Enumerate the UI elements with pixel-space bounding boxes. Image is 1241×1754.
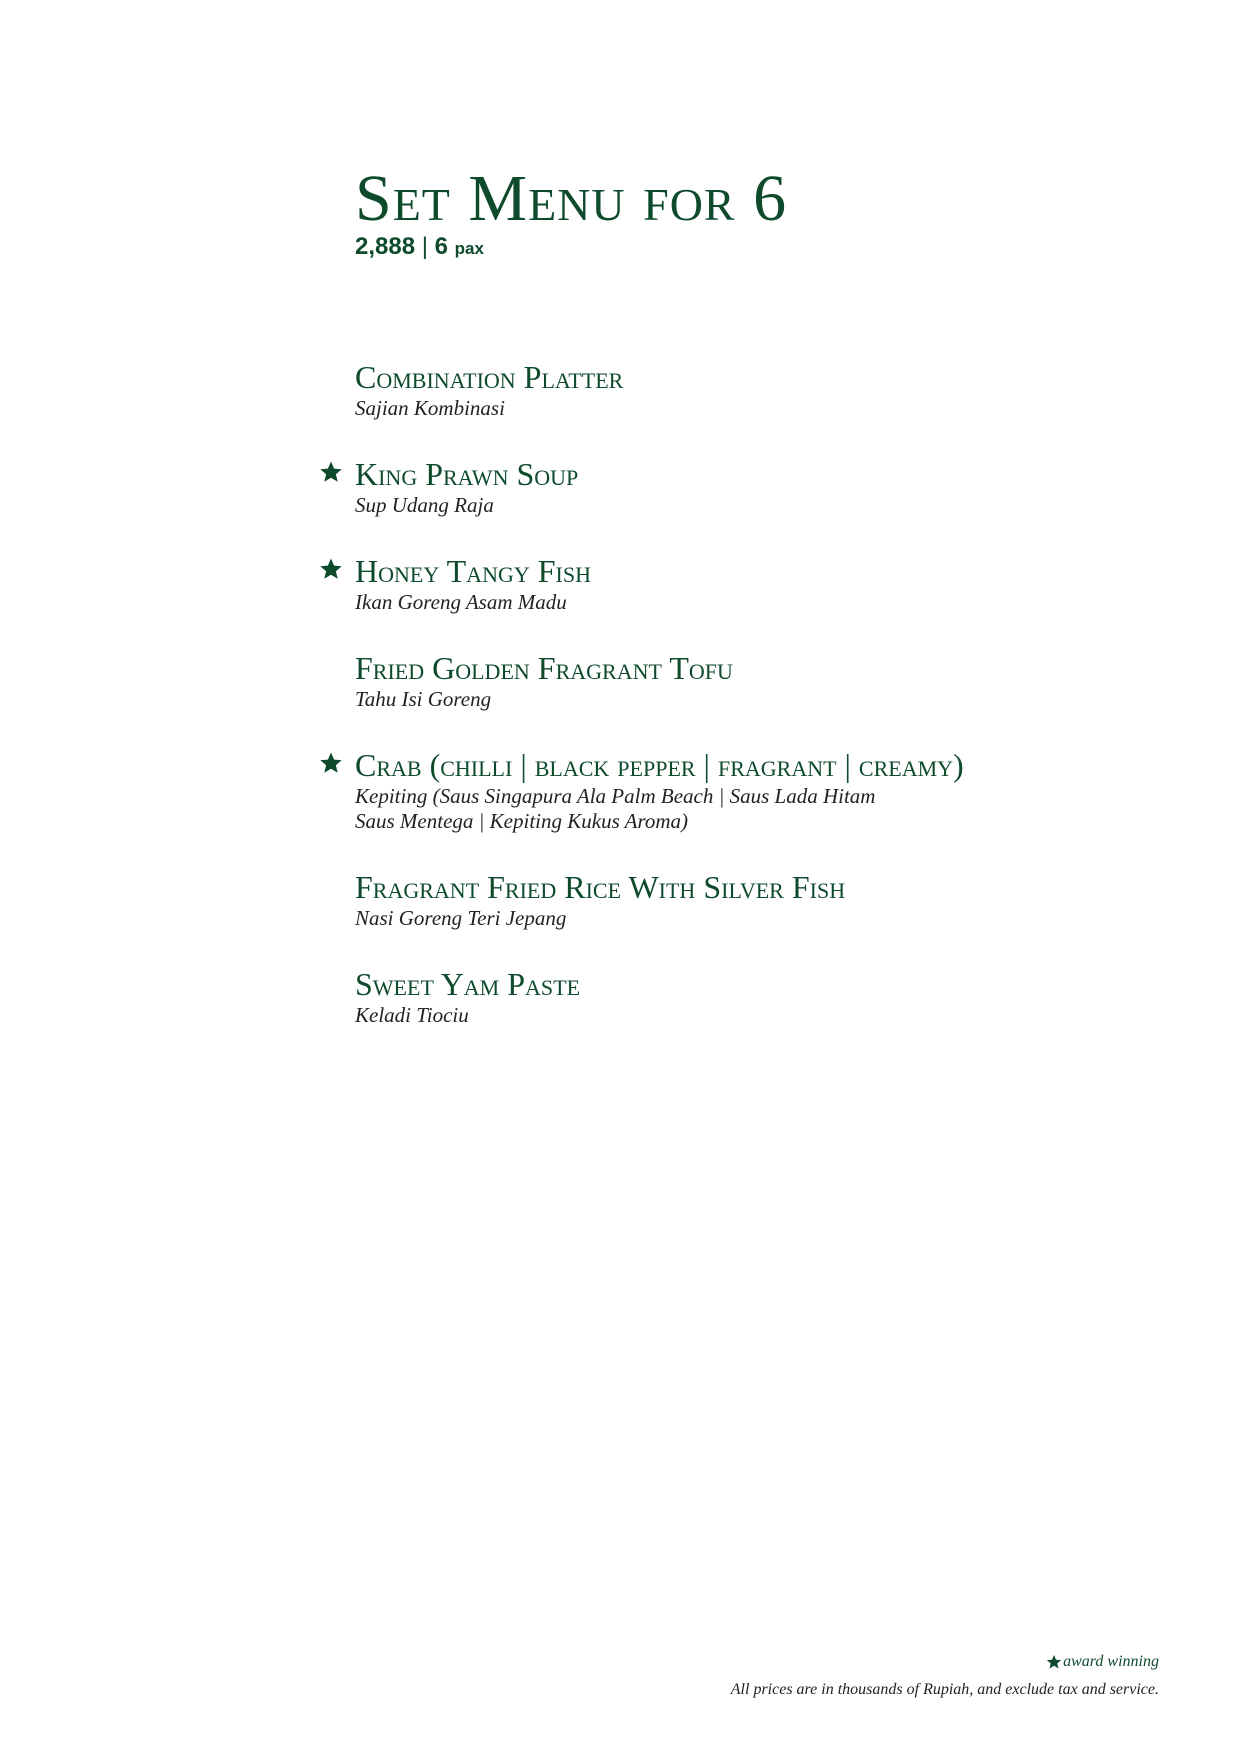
price-separator: | (421, 233, 428, 260)
menu-item (355, 965, 1135, 1028)
price-line (355, 232, 484, 264)
menu-item-translation: Sup Udang Raja (355, 493, 494, 517)
menu-item-translation: Tahu Isi Goreng (355, 687, 492, 711)
award-legend (1046, 1652, 1159, 1672)
pax-count: 6 (434, 233, 448, 260)
menu-item-name: King Prawn Soup (355, 456, 579, 492)
menu-item (355, 746, 1135, 834)
award-star-icon (319, 460, 343, 484)
star-icon (1046, 1654, 1062, 1670)
price-value: 2,888 (355, 233, 416, 260)
menu-item-translation-line2: Saus Mentega | Kepiting Kukus Aroma) (355, 809, 688, 833)
menu-item (355, 552, 1135, 615)
menu-item (355, 358, 1135, 421)
menu-item-translation: Nasi Goreng Teri Jepang (355, 906, 567, 930)
page-title: Set Menu for 6 (355, 162, 788, 235)
menu-item-name: Honey Tangy Fish (355, 553, 591, 589)
menu-item-translation: Kepiting (Saus Singapura Ala Palm Beach | Saus Lada Hitam (355, 784, 876, 808)
menu-item-translation: Keladi Tiociu (355, 1003, 469, 1027)
pax-label: pax (454, 239, 484, 258)
menu-item-name: Fragrant Fried Rice With Silver Fish (355, 869, 846, 905)
menu-item-translation: Ikan Goreng Asam Madu (355, 590, 567, 614)
legend-text: award winning (1063, 1653, 1159, 1670)
menu-item-translation: Sajian Kombinasi (355, 396, 505, 420)
award-star-icon (319, 751, 343, 775)
price-footnote: All prices are in thousands of Rupiah, and exclude tax and service. (730, 1681, 1159, 1698)
menu-item-name: Sweet Yam Paste (355, 966, 581, 1002)
menu-item (355, 649, 1135, 712)
award-star-icon (319, 557, 343, 581)
menu-item-name: Crab (chilli | black pepper | fragrant | creamy) (355, 747, 964, 783)
menu-item-name: Combination Platter (355, 359, 624, 395)
menu-item (355, 455, 1135, 518)
menu-item-name: Fried Golden Fragrant Tofu (355, 650, 733, 686)
menu-item (355, 868, 1135, 931)
